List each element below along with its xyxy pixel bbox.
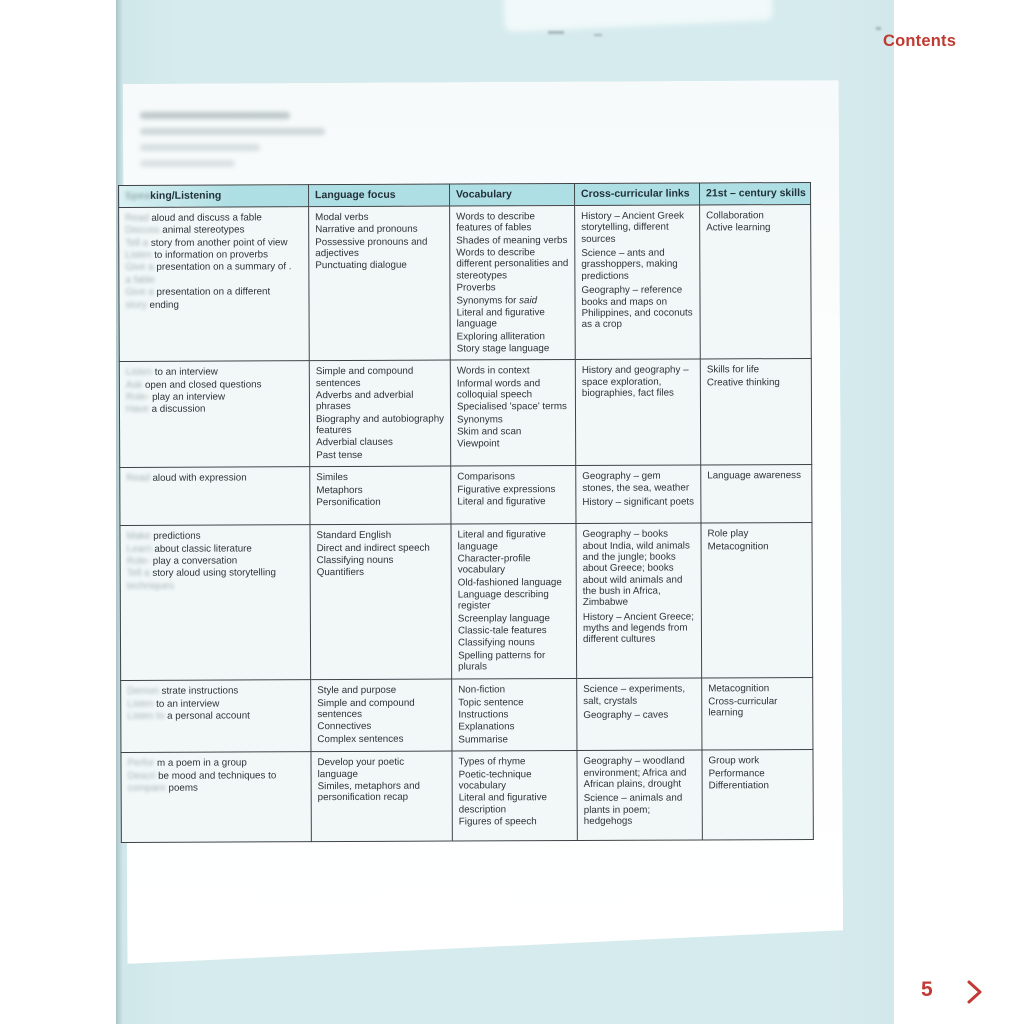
table-row [119, 204, 812, 361]
column-header: Vocabulary [449, 184, 574, 207]
text-line: Simple and compound sentences [315, 366, 414, 389]
text-line: Creative thinking [706, 376, 780, 389]
cell-language-focus [310, 466, 451, 525]
text-line: Poetic-technique vocabulary [458, 768, 532, 792]
text-line: Possessive pronouns and adjectives [315, 236, 428, 260]
cell-21st-century-skills [700, 204, 812, 359]
text-line: Listen to a personal account [127, 710, 250, 722]
cell-speaking-listening [120, 467, 310, 526]
text-line: Complex sentences [317, 733, 404, 745]
text-line: Quantifiers [316, 567, 365, 579]
text-line: Classic-tale features [457, 625, 547, 637]
text-line: Metacognition [708, 683, 770, 695]
text-line: Tell a story aloud using storytelling [126, 567, 276, 580]
cell-language-focus [309, 360, 450, 466]
cell-cross-curricular-links [575, 205, 701, 360]
text-line: Give a presentation on a different [125, 286, 271, 299]
text-line: Active learning [706, 222, 771, 234]
text-line: Similes, metaphors and personification recap [317, 780, 421, 804]
text-line: Old-fashioned language [457, 576, 562, 589]
text-line: Geography – gem stones, the sea, weather [582, 470, 690, 494]
text-line: Non-fiction [458, 684, 506, 696]
cell-21st-century-skills [702, 750, 813, 840]
text-line: History – Ancient Greek storytelling, different sources [581, 210, 685, 245]
cell-speaking-listening [121, 752, 311, 843]
cell-cross-curricular-links [575, 359, 700, 465]
text-line: Synonyms [457, 414, 503, 426]
cell-21st-century-skills [701, 523, 813, 678]
text-line: Skills for life [706, 364, 760, 376]
text-line: History and geography – space exploration, biographies, fact files [581, 364, 689, 400]
table-row [120, 465, 812, 526]
text-line: Discuss animal stereotypes [125, 224, 245, 237]
text-line: Narrative and pronouns [315, 224, 418, 236]
text-line: Standard English [316, 529, 392, 542]
text-line: Shades of meaning verbs [456, 234, 568, 247]
scan-speck [594, 34, 602, 36]
text-line: Similes [316, 472, 348, 484]
text-line: Perfor m a poem in a group [127, 757, 247, 770]
text-line: Make predictions [126, 530, 201, 543]
table-body [119, 204, 814, 842]
column-header: Cross-curricular links [574, 183, 699, 206]
cell-vocabulary [452, 679, 577, 752]
text-line: Biography and autobiography features [316, 413, 445, 437]
cell-vocabulary [451, 466, 576, 525]
text-line: Modal verbs [315, 211, 369, 224]
text-line: Metacognition [707, 540, 769, 552]
text-line: Proverbs [456, 282, 496, 294]
table-row [121, 678, 813, 753]
text-line: Tell a story from another point of view [125, 236, 288, 249]
text-line: Words in context [456, 365, 530, 377]
cell-21st-century-skills [702, 678, 813, 750]
text-line: Viewpoint [457, 438, 500, 450]
table-row [120, 523, 813, 681]
text-line: Punctuating dialogue [315, 260, 407, 272]
cell-language-focus [310, 524, 452, 680]
cell-cross-curricular-links [576, 465, 701, 524]
ghost-text-smudge [140, 128, 325, 135]
text-line: Collaboration [706, 210, 764, 222]
text-line: Listen to information on proverbs [125, 249, 269, 262]
text-line: Words to describe features of fables [456, 211, 535, 234]
text-line: Role- play a conversation [126, 555, 238, 567]
text-line: Demon strate instructions [127, 685, 239, 698]
text-line: techniques [126, 580, 175, 592]
text-line: Literal and figurative [457, 496, 546, 508]
ghost-text-smudge [140, 144, 260, 151]
text-line: Adverbs and adverbial phrases [315, 389, 414, 413]
text-line: Differentiation [708, 780, 769, 792]
cell-vocabulary [452, 751, 577, 842]
text-line: Descri be mood and techniques to [127, 769, 277, 782]
text-line: Geography – reference books and maps on Philippines, and coconuts as a crop [581, 284, 693, 331]
page-number: 5 [921, 978, 933, 1001]
text-line: a fable [125, 274, 155, 286]
text-line: Style and purpose [317, 684, 397, 697]
text-line: Geography – books about India, wild animals and the jungle; books about Greece; books about wild animals and the bush in Africa, Zimbabwe [582, 528, 690, 609]
text-line: Have a discussion [125, 404, 206, 416]
text-line: Summarise [458, 733, 508, 746]
text-line: Geography – caves [583, 709, 669, 721]
table-row [121, 750, 813, 843]
text-line: Learn about classic literature [126, 542, 252, 555]
text-line: Classifying nouns [457, 637, 535, 649]
page-title: Contents [883, 32, 957, 50]
cell-speaking-listening [121, 680, 311, 753]
text-line: Simple and compound sentences [317, 697, 415, 721]
text-line: Figurative expressions [457, 483, 556, 496]
text-line: Words to describe different personalities and stereotypes [456, 247, 569, 282]
cell-vocabulary [450, 360, 575, 466]
cell-cross-curricular-links [577, 678, 702, 751]
contents-table [118, 182, 814, 843]
cell-language-focus [311, 679, 452, 752]
ghost-text-smudge [140, 112, 290, 119]
cell-vocabulary [451, 524, 577, 680]
cell-speaking-listening [120, 525, 311, 681]
text-line: Literal and figurative description [458, 792, 547, 816]
cell-language-focus [309, 206, 451, 361]
text-line: Language awareness [707, 470, 802, 482]
text-line: Story stage language [456, 343, 550, 355]
text-line: Ask open and closed questions [125, 379, 262, 391]
cell-cross-curricular-links [577, 750, 702, 841]
scan-light-artifact [503, 0, 773, 32]
text-line: Classifying nouns [316, 554, 394, 567]
text-line: Screenplay language [457, 612, 550, 625]
cell-cross-curricular-links [576, 523, 702, 679]
text-line: Past tense [316, 449, 363, 461]
ghost-text-smudge [140, 160, 235, 167]
text-line: Geography – woodland environment; Africa and African plains, drought [583, 755, 687, 790]
text-line: Metaphors [316, 484, 363, 496]
column-header: Language focus [309, 184, 450, 207]
text-line: Figures of speech [458, 816, 537, 828]
text-line: Direct and indirect speech [316, 542, 430, 554]
cell-speaking-listening [119, 361, 309, 468]
text-line: Literal and figurative language [456, 307, 545, 330]
text-line: Character-profile vocabulary [457, 553, 531, 576]
text-line: Science – ants and grasshoppers, making predictions [581, 247, 678, 282]
text-line: History – Ancient Greece; myths and legends from different cultures [582, 611, 695, 646]
text-line: Group work [708, 755, 760, 767]
text-line: Performance [708, 767, 765, 779]
text-line: Give a presentation on a summary of . [125, 261, 292, 274]
text-line: story ending [125, 299, 179, 311]
text-line: Cross-curricular learning [708, 695, 778, 719]
cell-21st-century-skills [701, 465, 812, 523]
text-line: Listen to an interview [125, 366, 218, 379]
text-line: Role- play an interview [125, 391, 226, 403]
text-line: Exploring alliteration [456, 330, 545, 343]
text-line: History – significant poets [582, 496, 695, 508]
text-line: compare poems [127, 782, 198, 794]
cell-21st-century-skills [700, 359, 811, 465]
scan-speck [548, 31, 564, 34]
text-line: Language describing register [457, 589, 549, 612]
text-line: Listen to an interview [127, 698, 220, 710]
column-header: Speaking/Listening [119, 185, 309, 208]
text-line: Spelling patterns for plurals [458, 649, 546, 673]
text-line: Read aloud and discuss a fable [125, 212, 262, 224]
table-header-row [119, 182, 811, 207]
text-line: Synonyms for said [456, 294, 538, 307]
scan-speck [876, 27, 881, 30]
text-line: Develop your poetic language [317, 756, 405, 780]
text-line: Informal words and colloquial speech [456, 377, 541, 401]
text-line: Literal and figurative language [457, 529, 546, 553]
ghost-text-block [140, 112, 350, 176]
text-line: Types of rhyme [458, 756, 526, 768]
table-row [119, 359, 811, 468]
column-header: 21st – century skills [699, 182, 810, 204]
cell-speaking-listening [119, 207, 310, 362]
text-line: Role play [707, 528, 749, 540]
text-line: Skim and scan [457, 426, 522, 438]
cell-language-focus [311, 751, 452, 842]
text-line: Topic sentence [458, 696, 524, 709]
text-line: Personification [316, 496, 381, 509]
text-line: Explanations [458, 721, 515, 733]
text-line: Comparisons [457, 471, 516, 483]
text-line: Specialised 'space' terms [456, 401, 567, 413]
text-line: Instructions [458, 709, 509, 721]
chevron-right-icon [961, 977, 987, 1007]
text-line: Read aloud with expression [126, 472, 247, 485]
text-line: Connectives [317, 721, 372, 733]
text-line: Adverbial clauses [316, 437, 393, 449]
cell-vocabulary [450, 206, 576, 361]
text-line: Science – animals and plants in poem; hedgehogs [583, 792, 683, 827]
text-line: Science – experiments, salt, crystals [583, 683, 686, 707]
